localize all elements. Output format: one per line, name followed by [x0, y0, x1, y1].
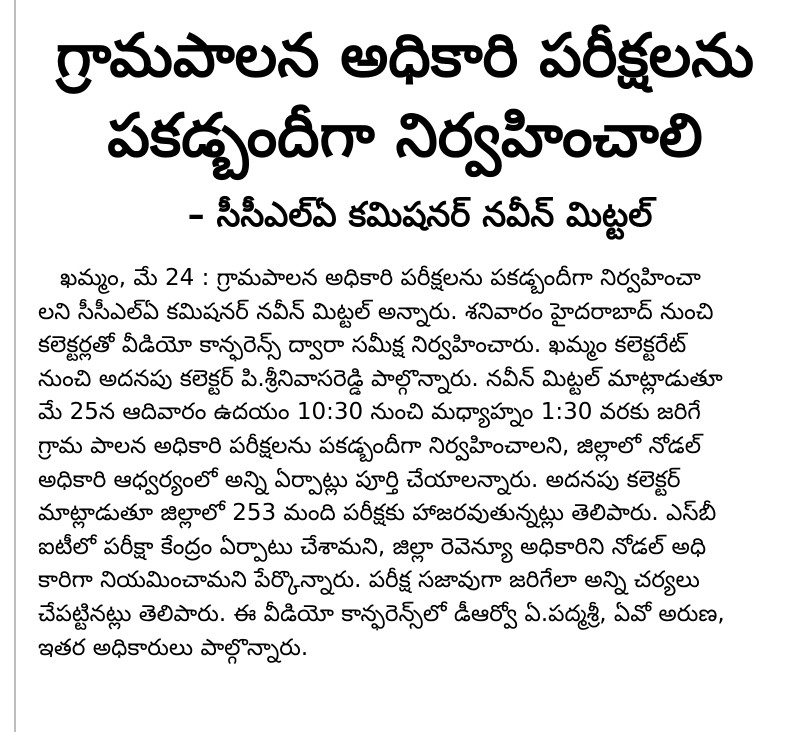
body-line: మాట్లాడుతూ జిల్లాలో 253 మంది పరీక్షకు హాజరవుతున్నట్లు తెలిపారు. ఎస్‌బీ — [38, 500, 717, 527]
article-body — [38, 262, 788, 665]
headline-line-2: పకడ్బందీగా నిర్వహించాలి — [107, 101, 703, 171]
body-line: కలెక్టర్లతో వీడియో కాన్ఫరెన్స్ ద్వారా సమీక్ష నిర్వహించారు. ఖమ్మం కలెక్టరేట్ — [38, 332, 687, 359]
body-line: ఖమ్మం, మే 24 : గ్రామపాలన అధికారి పరీక్షలను పకడ్బందీగా నిర్వహించా — [60, 265, 701, 291]
body-line: లని సీసీఎల్‌ఏ కమిషనర్ నవీన్ మిట్టల్ అన్నారు. శనివారం హైదరాబాద్ నుంచి — [38, 298, 714, 325]
column-rule — [14, 0, 16, 732]
headline-line-1: గ్రామపాలన అధికారి పరీక్షలను — [55, 21, 755, 91]
body-line: అధికారి ఆధ్వర్యంలో అన్ని ఏర్పాట్లు పూర్తి చేయాలన్నారు. అదనపు కలెక్టర్ — [38, 466, 681, 493]
body-line: నుంచి అదనపు కలెక్టర్ పి.శ్రీనివాసరెడ్డి పాల్గొన్నారు. నవీన్ మిట్టల్ మాట్లాడుతూ — [38, 365, 723, 392]
body-line: ఐటీలో పరీక్షా కేంద్రం ఏర్పాటు చేశామని, జిల్లా రెవెన్యూ అధికారిని నోడల్ అధి — [38, 533, 707, 560]
body-line: చేపట్టినట్లు తెలిపారు. ఈ వీడియో కాన్ఫరెన్స్‌లో డీఆర్వో ఏ.పద్మశ్రీ, ఏవో అరుణ, — [38, 600, 725, 627]
body-line: ఇతర అధికారులు పాల్గొన్నారు. — [38, 634, 309, 661]
byline: – సీసీఎల్‌ఏ కమిషనర్ నవీన్ మిట్టల్ — [187, 195, 653, 235]
body-line: మే 25న ఆదివారం ఉదయం 10:30 నుంచి మధ్యాహ్నం 1:30 వరకు జరిగే — [38, 399, 701, 426]
body-line: గ్రామ పాలన అధికారి పరీక్షలను పకడ్బందీగా నిర్వహించాలని, జిల్లాలో నోడల్ — [38, 432, 701, 459]
body-line: కారిగా నియమించామని పేర్కొన్నారు. పరీక్ష సజావుగా జరిగేలా అన్ని చర్యలు — [38, 567, 700, 594]
